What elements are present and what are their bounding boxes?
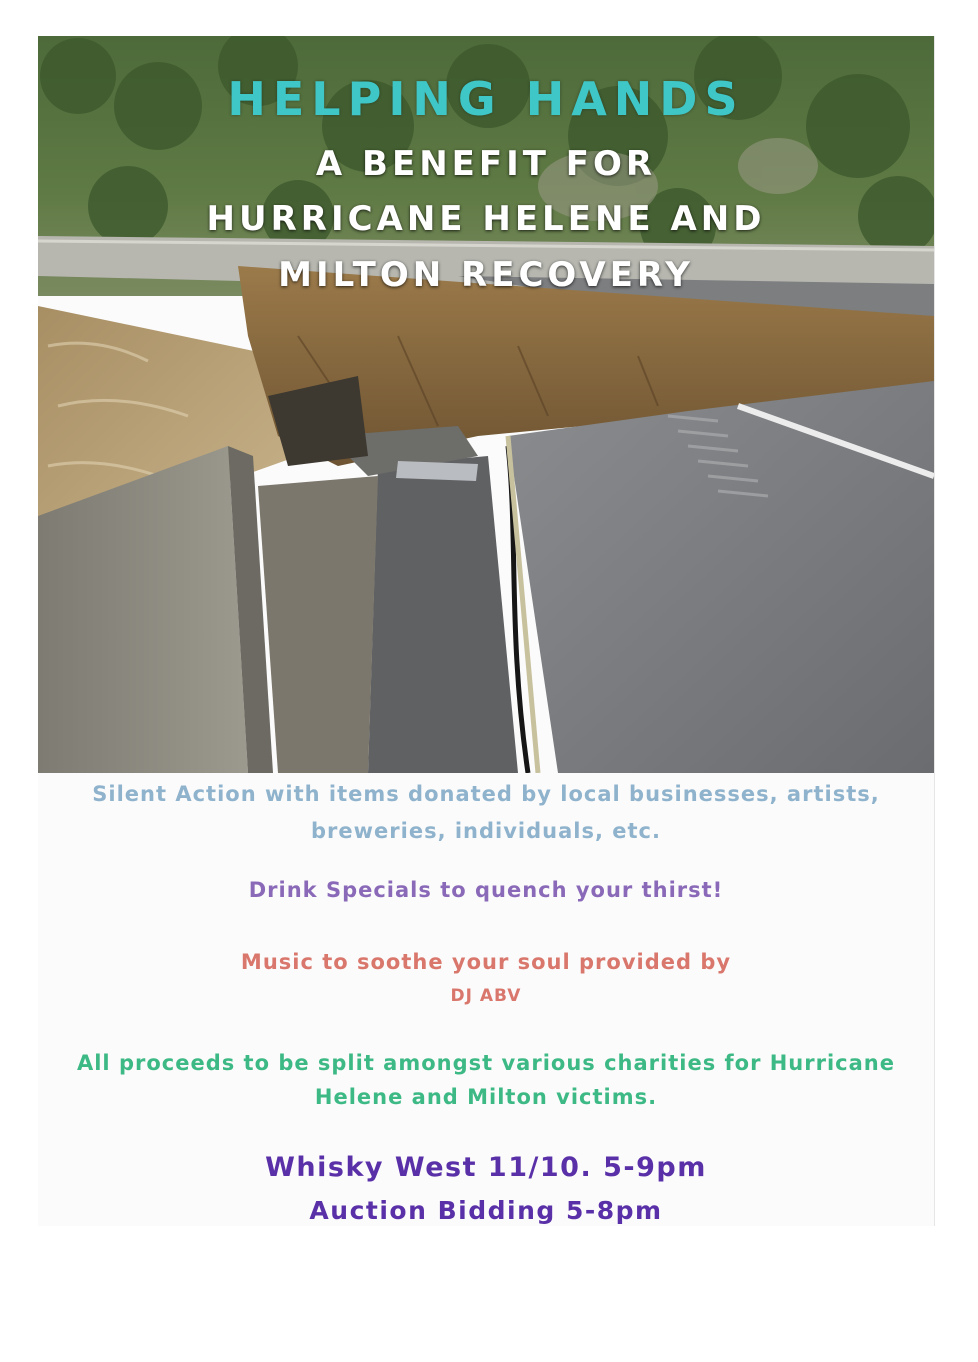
event-details: Whisky West 11/10. 5-9pm: [265, 1152, 707, 1183]
silent-auction-text: [38, 776, 934, 850]
subtitle-line-1: A BENEFIT FOR: [315, 144, 657, 184]
bidding-hours: Auction Bidding 5-8pm: [309, 1196, 663, 1225]
dj-name: DJ ABV: [450, 986, 522, 1006]
auction-line-2: breweries, individuals, etc.: [311, 819, 661, 843]
auction-line-1: Silent Action with items donated by local businesses, artists,: [92, 782, 880, 806]
proceeds-line-2: Helene and Milton victims.: [314, 1085, 658, 1109]
drink-specials-text: Drink Specials to quench your thirst!: [248, 878, 724, 902]
proceeds-line-1: All proceeds to be split amongst various charities for Hurricane: [76, 1051, 895, 1075]
subtitle-line-3: MILTON RECOVERY: [278, 255, 694, 295]
music-text: Music to soothe your soul provided by: [240, 950, 732, 974]
proceeds-text: [38, 1046, 934, 1114]
flyer: [38, 36, 935, 1226]
event-title: HELPING HANDS: [227, 72, 745, 126]
subtitle-line-2: HURRICANE HELENE AND: [206, 199, 766, 239]
